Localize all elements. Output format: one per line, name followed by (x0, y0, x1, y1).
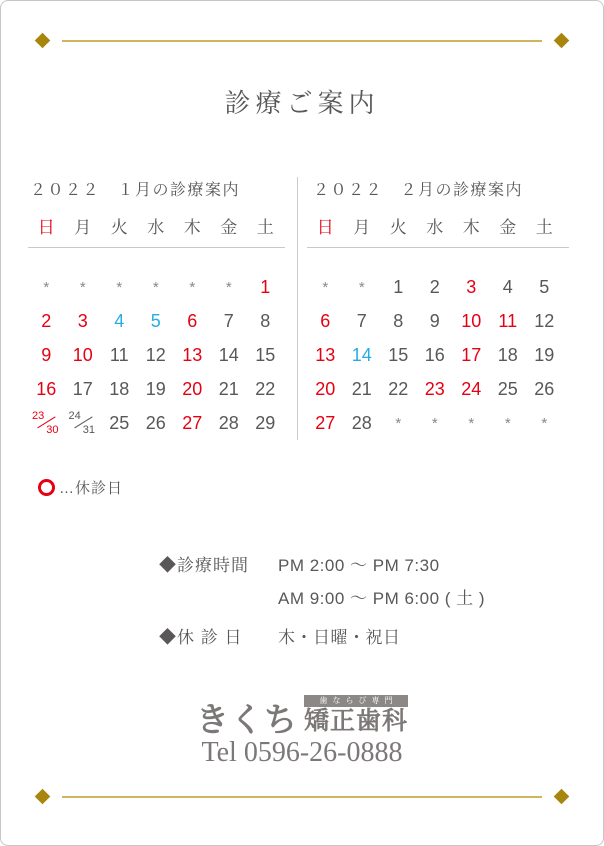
day-22: 22 (388, 378, 409, 399)
weekday-label: 金 (499, 218, 517, 237)
day-27: 27 (315, 412, 336, 433)
hours-saturday: AM 9:00 ～ PM 6:00 ( 土 ) (278, 589, 486, 608)
hours-weekday: PM 2:00 ～ PM 7:30 (278, 556, 440, 575)
clinic-name: きくち (195, 701, 298, 739)
day-11: 11 (498, 310, 518, 331)
day-7: 7 (223, 310, 234, 331)
day-2: 2 (429, 276, 440, 297)
page-title: 診療ご案内 (224, 88, 380, 118)
legend-label: …休診日 (59, 480, 124, 497)
day-10: 10 (461, 310, 482, 331)
day-2: 2 (41, 310, 52, 331)
hours-label: ◆診療時間 (159, 556, 249, 575)
day-25: 25 (109, 412, 130, 433)
day-23-30: 23 30 (32, 410, 59, 436)
weekday-rule (28, 247, 285, 248)
top-decor (37, 35, 567, 46)
day-14: 14 (351, 344, 372, 365)
day-21: 21 (218, 378, 239, 399)
day-13: 13 (315, 344, 336, 365)
day-18: 18 (497, 344, 518, 365)
weekday-label: 水 (426, 218, 444, 237)
calendar-title: ２０２２ １月の診療案内 (30, 182, 241, 199)
day-9: 9 (429, 310, 440, 331)
day-24-31: 24 31 (68, 410, 95, 436)
day-15: 15 (388, 344, 409, 365)
day-26: 26 (145, 412, 166, 433)
empty-day: * (541, 414, 548, 432)
day-16: 16 (424, 344, 445, 365)
day-26: 26 (534, 378, 555, 399)
day-27: 27 (182, 412, 203, 433)
empty-day: * (189, 278, 196, 296)
diamond-icon (35, 33, 51, 49)
specialty-badge: 歯ならび専門 (304, 695, 408, 707)
weekday-label: 金 (220, 218, 238, 237)
weekday-label: 火 (110, 218, 128, 237)
empty-day: * (431, 414, 438, 432)
day-21: 21 (351, 378, 372, 399)
day-7: 7 (356, 310, 367, 331)
date-grid (28, 270, 297, 440)
hours-row-saturday (159, 580, 485, 613)
closed-day-circle-icon (38, 479, 55, 496)
clinic-logo (1, 695, 603, 739)
hours-row (159, 547, 485, 580)
clinic-logo-right (304, 695, 408, 736)
day-8: 8 (393, 310, 404, 331)
weekday-label: 木 (462, 218, 480, 237)
weekday-label: 土 (256, 218, 274, 237)
closed-days: 木・日曜・祝日 (278, 628, 401, 647)
day-14: 14 (218, 344, 239, 365)
empty-day: * (358, 278, 365, 296)
diamond-icon (554, 33, 570, 49)
weekday-label: 日 (37, 218, 55, 237)
day-17: 17 (72, 378, 93, 399)
day-4: 4 (114, 310, 125, 331)
day-17: 17 (461, 344, 482, 365)
weekday-label: 火 (389, 218, 407, 237)
day-11: 11 (109, 344, 129, 365)
decor-line (62, 796, 542, 798)
weekday-row (28, 213, 297, 238)
empty-day: * (468, 414, 475, 432)
legend (38, 477, 123, 498)
clinic-type: 矯正歯科 (303, 707, 408, 736)
day-1: 1 (393, 276, 404, 297)
day-3: 3 (77, 310, 88, 331)
weekday-row (307, 213, 583, 238)
day-25: 25 (497, 378, 518, 399)
day-13: 13 (182, 344, 203, 365)
diamond-icon (35, 789, 51, 805)
day-28: 28 (351, 412, 372, 433)
empty-day: * (152, 278, 159, 296)
day-9: 9 (41, 344, 52, 365)
empty-day: * (395, 414, 402, 432)
diamond-icon (554, 789, 570, 805)
day-16: 16 (36, 378, 57, 399)
day-12: 12 (145, 344, 166, 365)
closed-days-row (159, 619, 485, 652)
weekday-label: 月 (353, 218, 371, 237)
day-1: 1 (260, 276, 271, 297)
day-28: 28 (218, 412, 239, 433)
closed-label: ◆休 診 日 (159, 628, 243, 647)
weekday-label: 木 (183, 218, 201, 237)
day-5: 5 (539, 276, 550, 297)
weekday-label: 日 (316, 218, 334, 237)
day-23: 23 (424, 378, 445, 399)
day-6: 6 (320, 310, 331, 331)
empty-day: * (43, 278, 50, 296)
weekday-label: 土 (535, 218, 553, 237)
calendar-2022-02 (297, 177, 583, 440)
day-29: 29 (255, 412, 276, 433)
day-20: 20 (182, 378, 203, 399)
day-8: 8 (260, 310, 271, 331)
empty-day: * (225, 278, 232, 296)
calendar-title: ２０２２ ２月の診療案内 (313, 182, 524, 199)
empty-day: * (79, 278, 86, 296)
day-12: 12 (534, 310, 555, 331)
day-10: 10 (72, 344, 93, 365)
phone-number: Tel 0596-26-0888 (201, 737, 403, 768)
calendar-2022-01 (28, 177, 297, 440)
weekday-label: 水 (147, 218, 165, 237)
day-19: 19 (534, 344, 555, 365)
day-24: 24 (461, 378, 482, 399)
empty-day: * (322, 278, 329, 296)
weekday-rule (307, 247, 569, 248)
empty-day: * (504, 414, 511, 432)
calendars-section (28, 177, 583, 440)
day-19: 19 (145, 378, 166, 399)
day-18: 18 (109, 378, 130, 399)
day-6: 6 (187, 310, 198, 331)
decor-line (62, 40, 542, 42)
bottom-decor (37, 791, 567, 802)
day-5: 5 (150, 310, 161, 331)
day-22: 22 (255, 378, 276, 399)
date-grid (307, 270, 583, 440)
schedule-section (159, 547, 485, 652)
weekday-label: 月 (74, 218, 92, 237)
day-3: 3 (466, 276, 477, 297)
empty-day: * (116, 278, 123, 296)
day-4: 4 (502, 276, 513, 297)
day-15: 15 (255, 344, 276, 365)
day-20: 20 (315, 378, 336, 399)
